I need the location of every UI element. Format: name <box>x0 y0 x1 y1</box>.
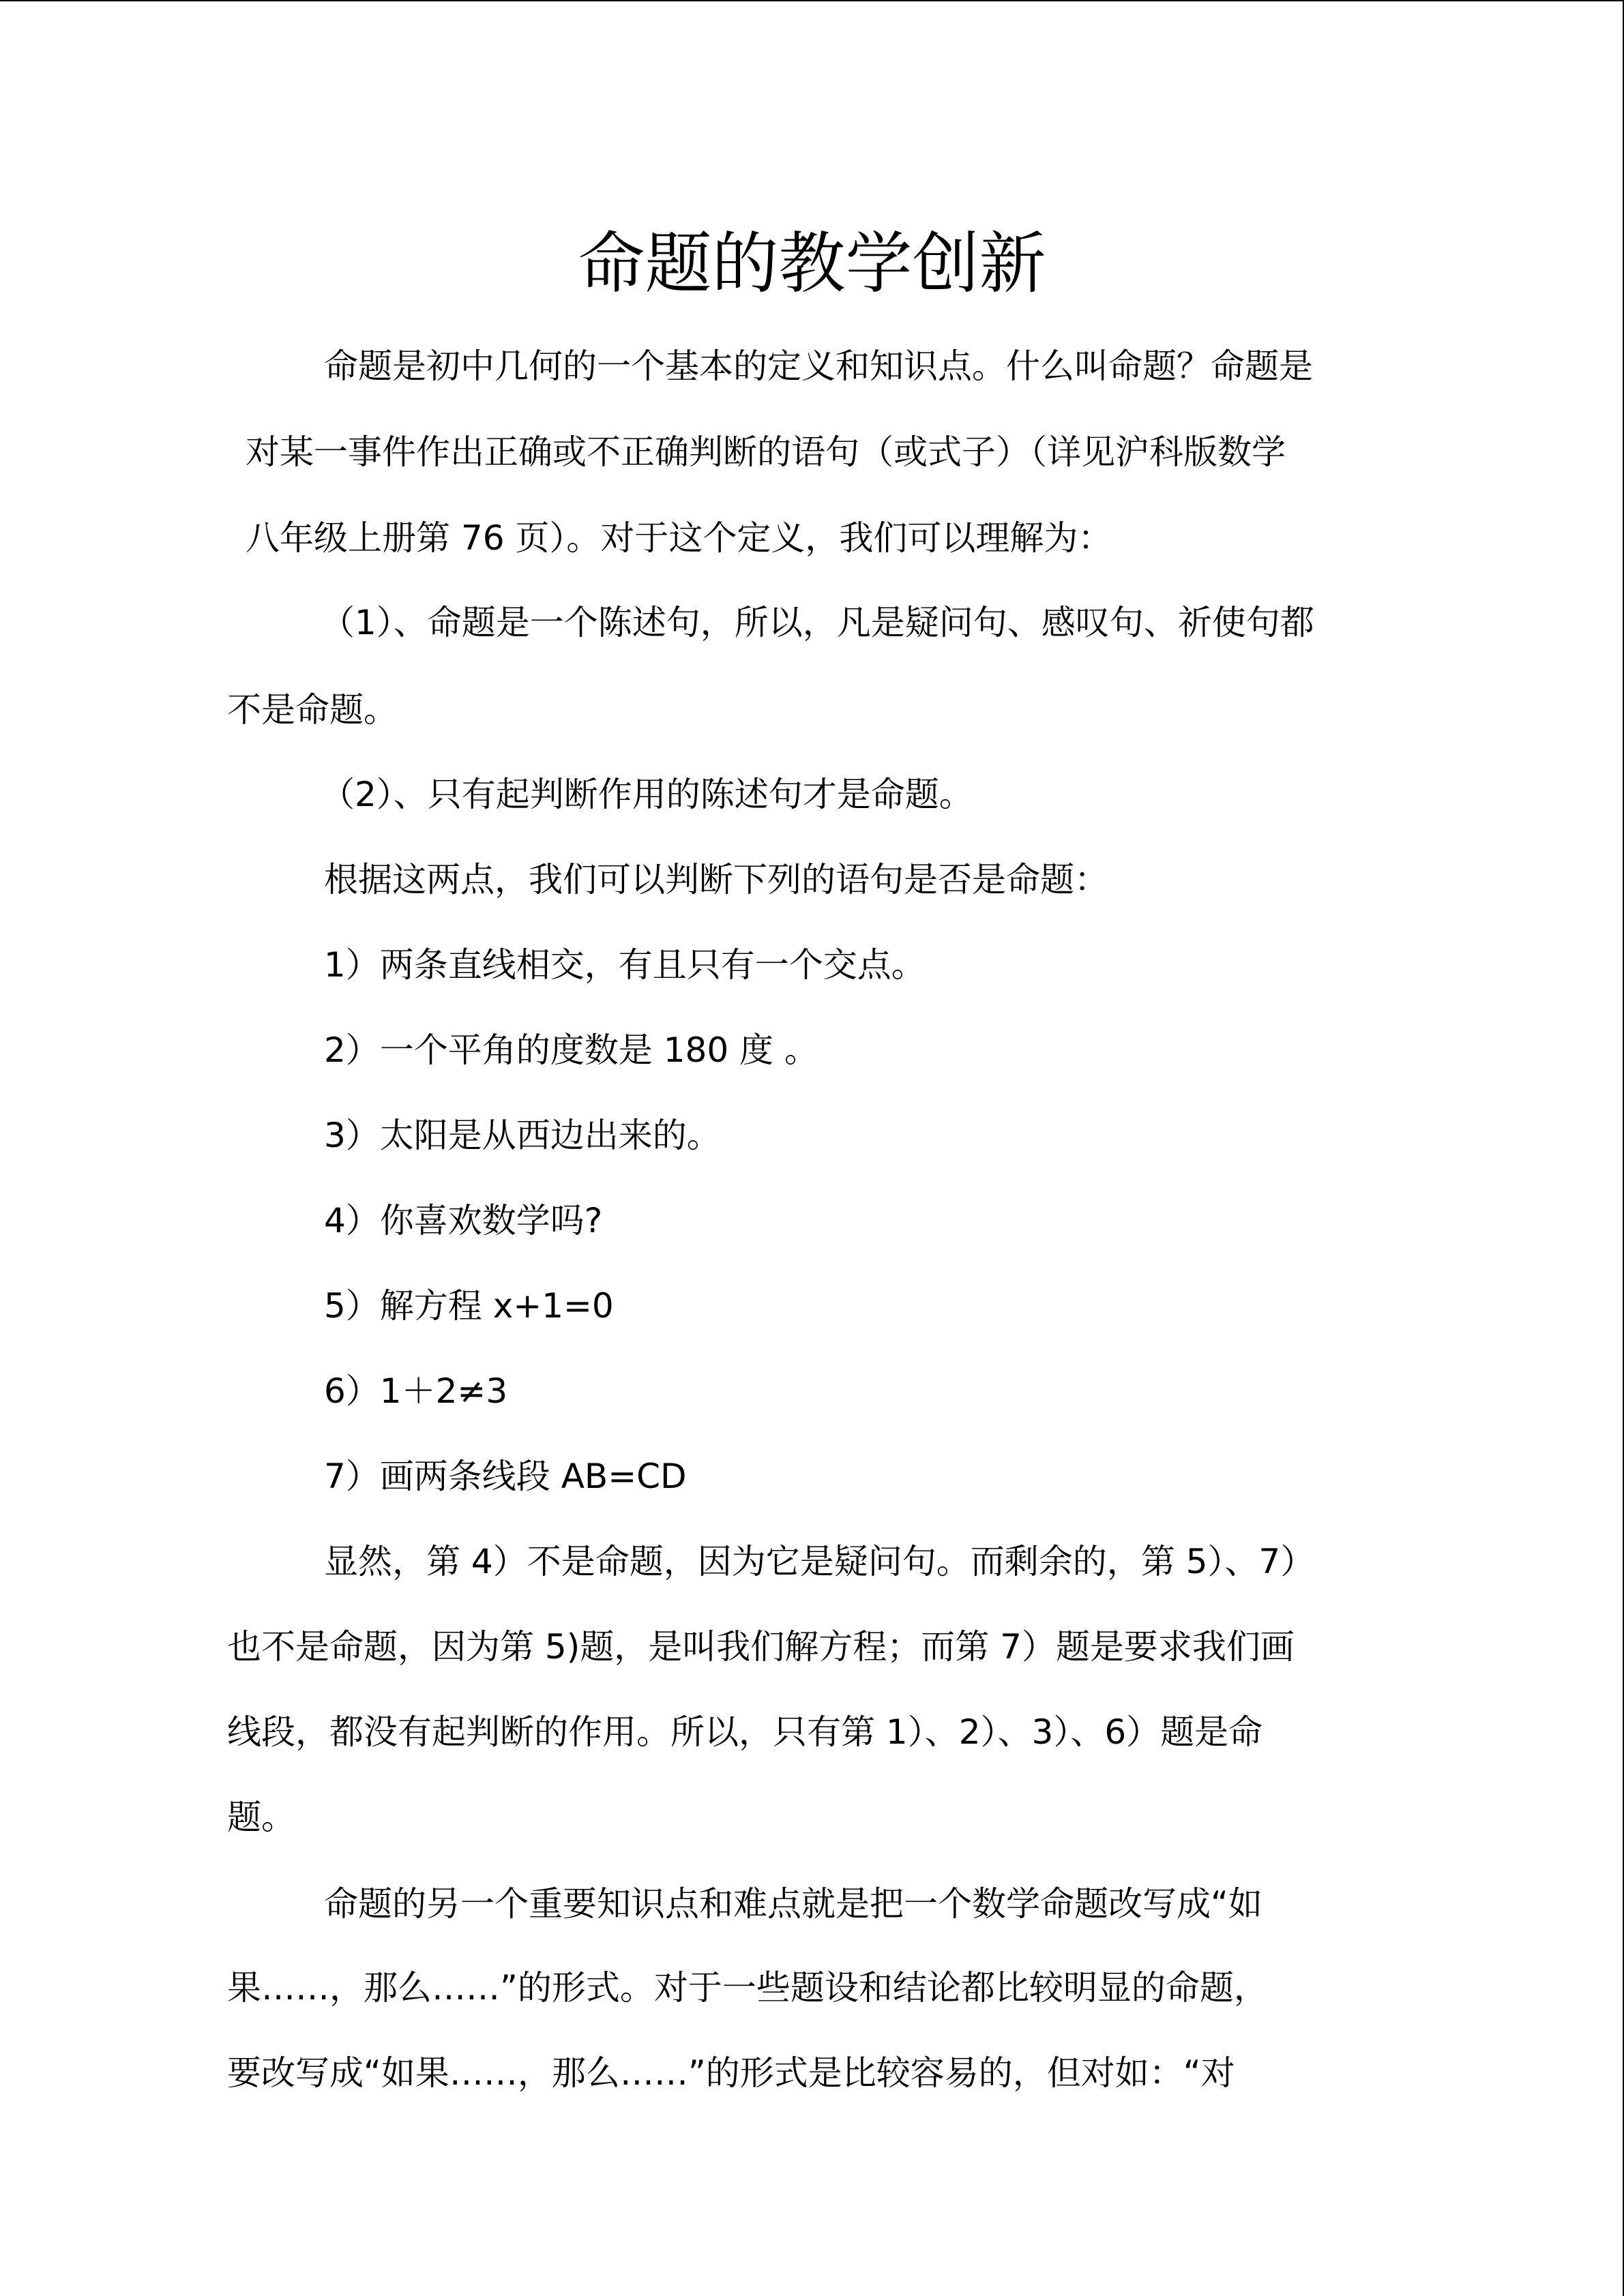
body-line: 线段，都没有起判断的作用。所以，只有第 1）、2）、3）、6）题是命 <box>227 1712 1263 1752</box>
body-line: （2）、只有起判断作用的陈述句才是命题。 <box>321 775 973 814</box>
list-item: 2）一个平角的度数是 180 度 。 <box>324 1030 818 1070</box>
list-item: 1）两条直线相交，有且只有一个交点。 <box>324 945 926 985</box>
body-line: 对某一事件作出正确或不正确判断的语句（或式子）（详见沪科版数学 <box>246 432 1286 472</box>
body-line: 题。 <box>227 1798 295 1837</box>
body-line: 要改写成“如果……，那么……”的形式是比较容易的，但对如：“对 <box>227 2053 1235 2093</box>
body-line: 命题是初中几何的一个基本的定义和知识点。什么叫命题？命题是 <box>324 346 1313 386</box>
list-item: 4）你喜欢数学吗? <box>324 1201 603 1240</box>
body-line: 显然，第 4）不是命题，因为它是疑问句。而剩余的，第 5）、7） <box>324 1542 1315 1581</box>
list-item: 3）太阳是从西边出来的。 <box>324 1116 721 1155</box>
body-line: 不是命题。 <box>227 690 398 730</box>
list-item: 5）解方程 x+1=0 <box>324 1286 614 1326</box>
body-line: 八年级上册第 76 页）。对于这个定义，我们可以理解为： <box>246 518 1112 558</box>
body-line: 根据这两点，我们可以判断下列的语句是否是命题： <box>324 860 1108 899</box>
list-item: 6）1＋2≠3 <box>324 1371 508 1411</box>
body-line: 果……，那么……”的形式。对于一些题设和结论都比较明显的命题， <box>227 1968 1268 2008</box>
body-line: （1）、命题是一个陈述句，所以，凡是疑问句、感叹句、祈使句都 <box>321 603 1314 642</box>
document-title: 命题的教学创新 <box>578 225 1046 303</box>
body-line: 命题的另一个重要知识点和难点就是把一个数学命题改写成“如 <box>324 1884 1263 1924</box>
list-item: 7）画两条线段 AB=CD <box>324 1457 687 1496</box>
body-line: 也不是命题，因为第 5)题，是叫我们解方程；而第 7）题是要求我们画 <box>227 1627 1295 1667</box>
